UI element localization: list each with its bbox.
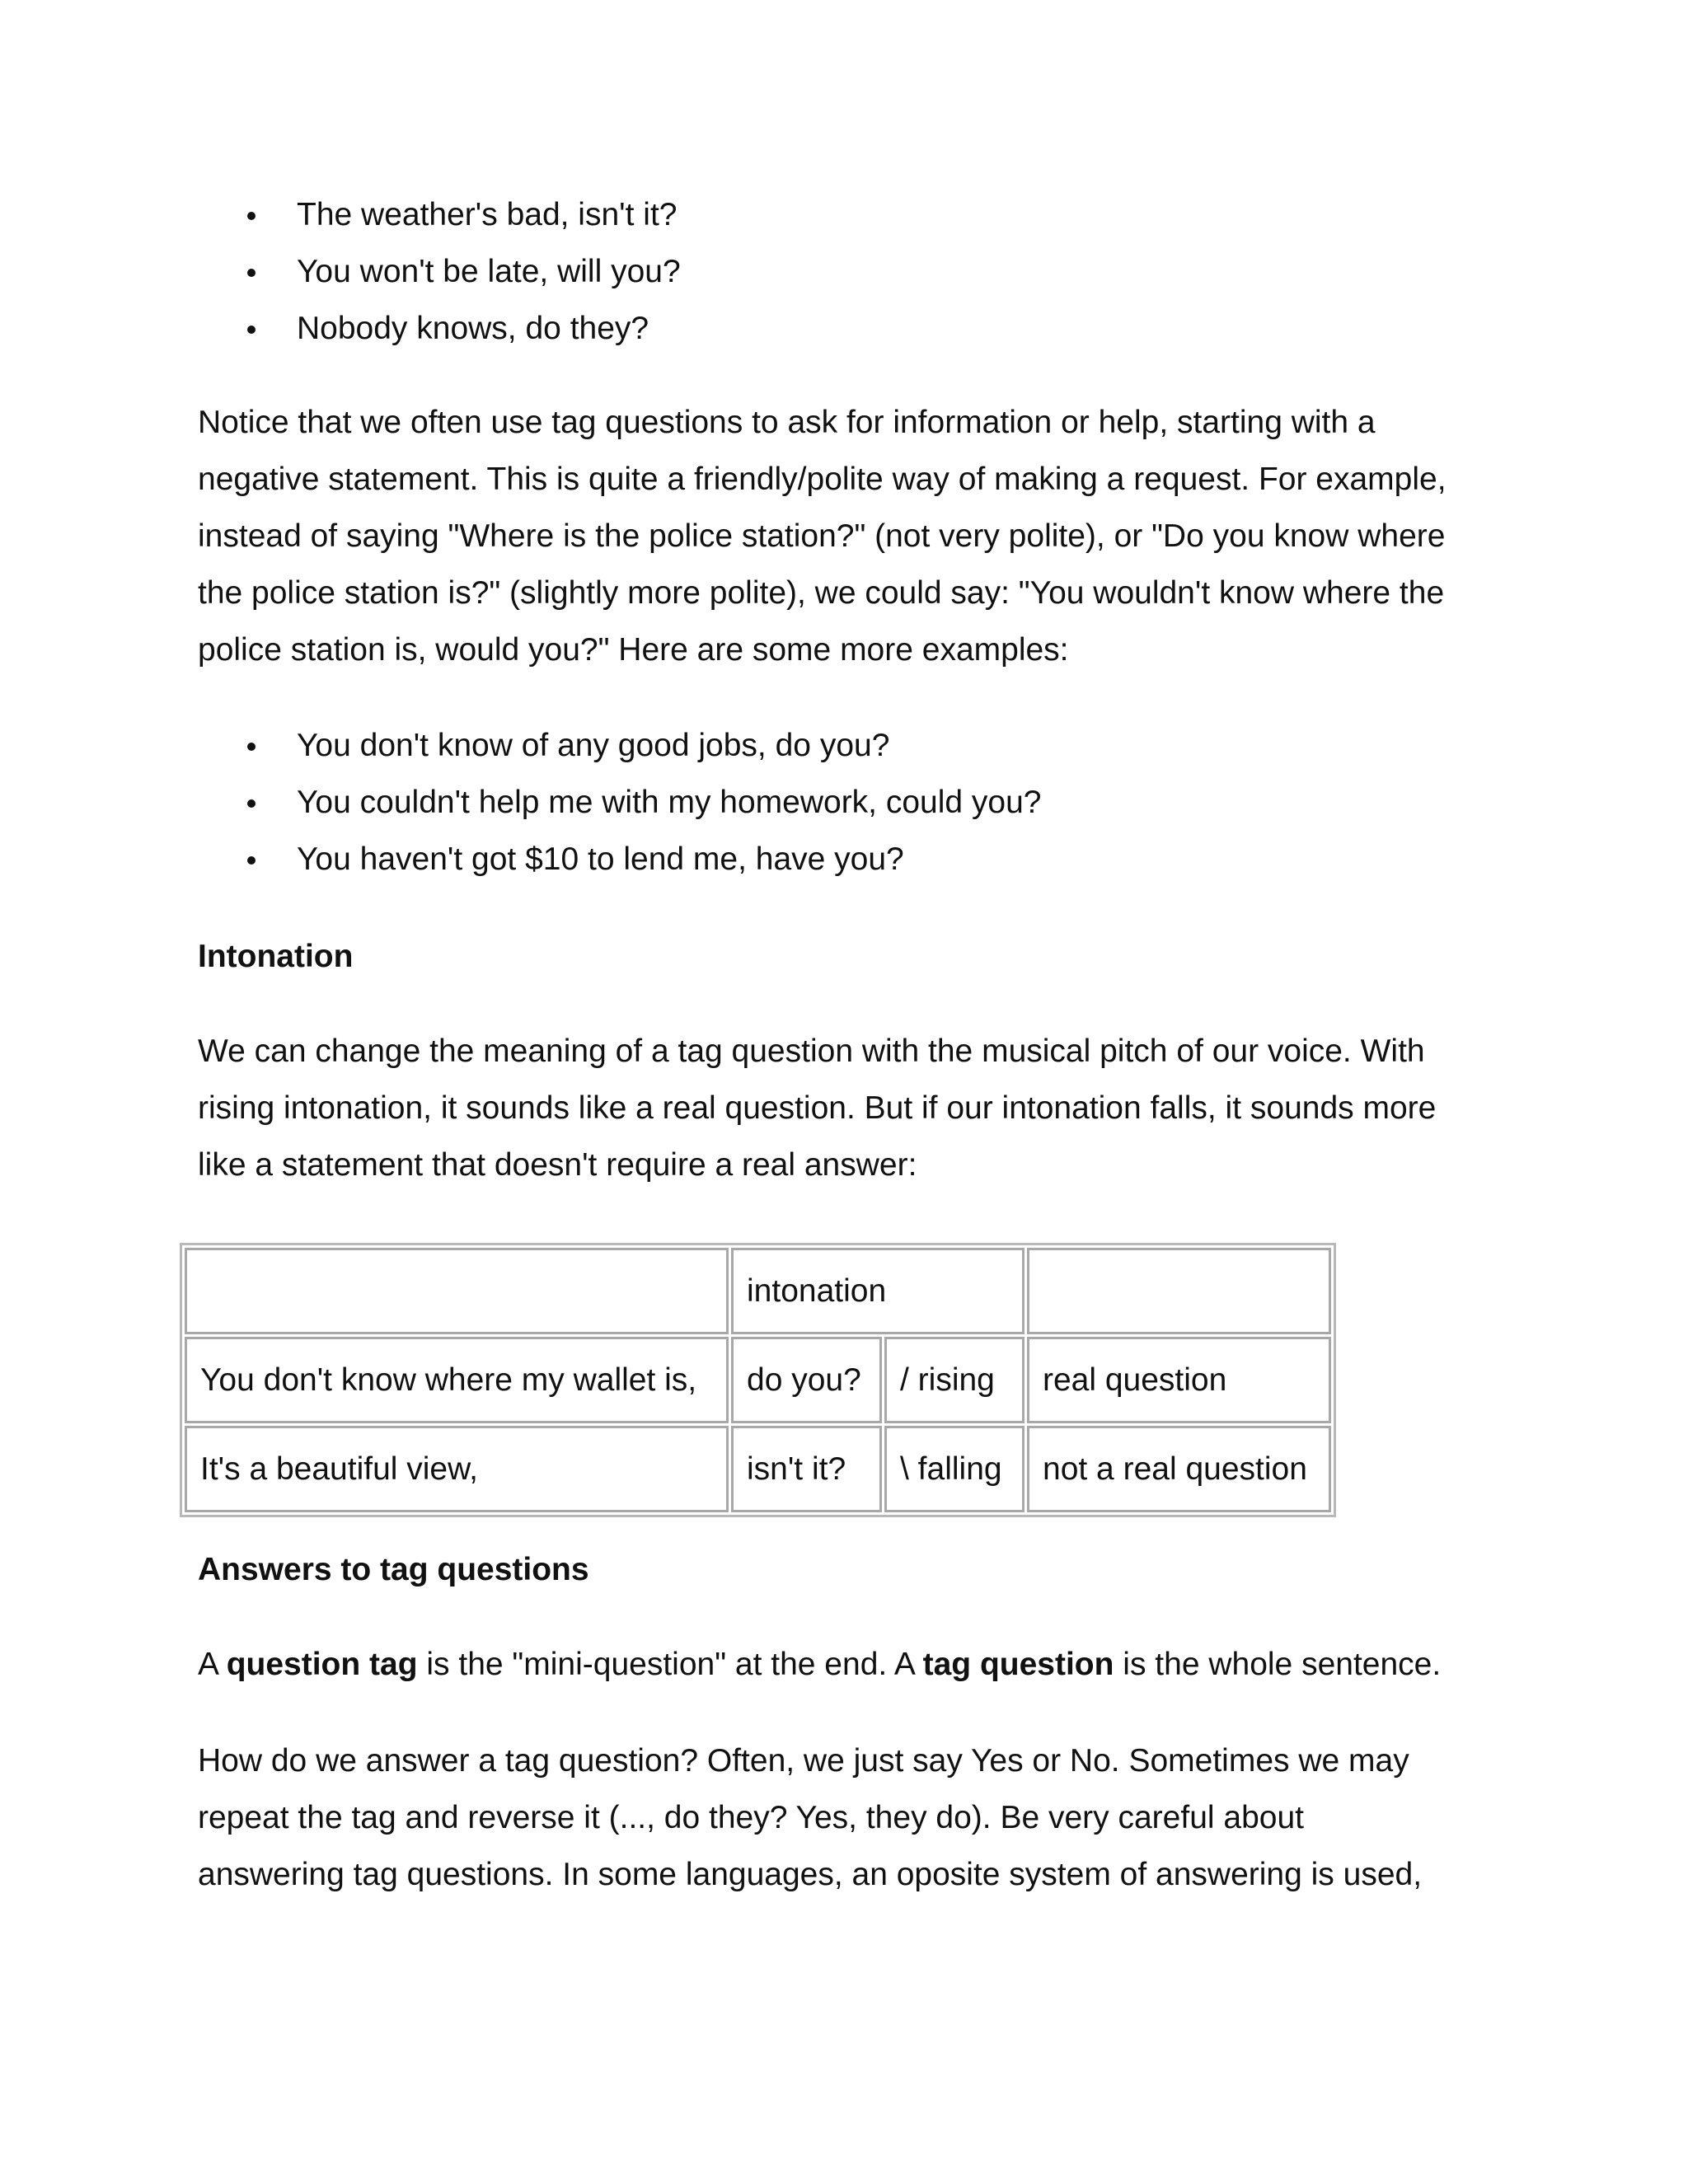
- table-cell-meaning: real question: [1027, 1337, 1331, 1423]
- heading-answers: Answers to tag questions: [198, 1552, 589, 1587]
- table-cell-intonation: \ falling: [884, 1426, 1025, 1512]
- list-item: You couldn't help me with my homework, could you?: [198, 774, 1517, 831]
- table-cell-tag: isn't it?: [731, 1426, 882, 1512]
- example-list-2: [198, 717, 1517, 888]
- example-list-1: [198, 186, 1517, 357]
- list-item: You don't know of any good jobs, do you?: [198, 717, 1517, 774]
- paragraph-notice: Notice that we often use tag questions to ask for information or help, starting with a negative statement. This is quite a friendly/polite way of making a request. For example, instead of saying "Where is the police station?" (not very polite), or "Do you know where the police station is?" (slightly more polite), we could say: "You wouldn't know where the police station is, would you?" Here are some more examples:: [198, 405, 1447, 668]
- bullet-icon: [247, 269, 256, 277]
- table-cell-statement: It's a beautiful view,: [185, 1426, 729, 1512]
- paragraph-intonation: We can change the meaning of a tag question with the musical pitch of our voice. With rising intonation, it sounds like a real question. But if our intonation falls, it sounds more like a statement that doesn't require a real answer:: [198, 1033, 1437, 1183]
- paragraph-definition: A question tag is the "mini-question" at the end. A tag question is the whole sentence.: [198, 1647, 1442, 1682]
- table-header-row: [185, 1248, 1331, 1334]
- table-cell: [1027, 1248, 1331, 1334]
- list-item: Nobody knows, do they?: [198, 300, 1517, 357]
- list-item: You haven't got $10 to lend me, have you?: [198, 831, 1517, 888]
- heading-intonation: Intonation: [198, 939, 354, 974]
- table-header-intonation: intonation: [731, 1248, 1025, 1334]
- bullet-icon: [247, 856, 256, 865]
- term-tag-question: tag question: [922, 1647, 1114, 1682]
- table-cell-statement: You don't know where my wallet is,: [185, 1337, 729, 1423]
- bullet-icon: [247, 799, 256, 808]
- paragraph-answering: How do we answer a tag question? Often, we just say Yes or No. Sometimes we may repeat the tag and reverse it (..., do they? Yes, they do). Be very careful about answering tag questions. In some languages, an oposite system of answering is used,: [198, 1743, 1423, 1892]
- term-question-tag: question tag: [226, 1647, 418, 1682]
- intonation-table: [180, 1243, 1336, 1517]
- table-cell-tag: do you?: [731, 1337, 882, 1423]
- table-cell-meaning: not a real question: [1027, 1426, 1331, 1512]
- list-item: The weather's bad, isn't it?: [198, 186, 1517, 243]
- table-cell-intonation: / rising: [884, 1337, 1025, 1423]
- table-row: [185, 1337, 1331, 1423]
- table-cell: [185, 1248, 729, 1334]
- table-row: [185, 1426, 1331, 1512]
- list-item: You won't be late, will you?: [198, 243, 1517, 300]
- bullet-icon: [247, 743, 256, 751]
- bullet-icon: [247, 326, 256, 334]
- bullet-icon: [247, 212, 256, 220]
